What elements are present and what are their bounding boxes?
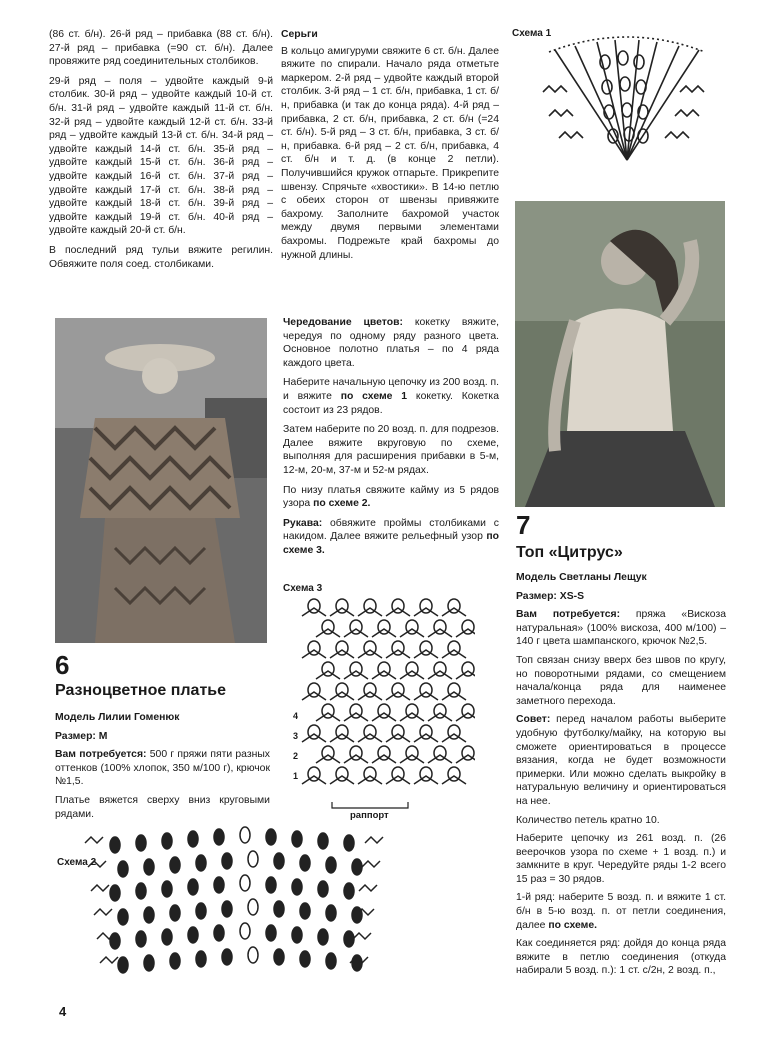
- earrings-heading: Серьги: [281, 29, 318, 40]
- scheme-3-diagram: [300, 596, 475, 801]
- scheme-3-label: Схема 3: [283, 583, 323, 594]
- model-7-tip-text: перед началом работы выберите удобную футболку/майку, на которую вы сможете ориентироваться в процессе вязания, когда не будет возможности примерки. Или можно сделать выкройку в натуральную величину и ориентироваться на нее.: [516, 714, 726, 807]
- scheme-2-diagram: [75, 823, 395, 988]
- paragraph-rows-29-40: 29-й ряд – поля – удвойте каждый 9-й столбик. 30-й ряд – удвойте каждый 10-й ст. б/н. 31-й ряд – удвойте каждый 11-й ст. б/н. 32-й ряд – удвойте каждый 12-й ст. б/н. 33-й ряд – удвойте каждый 13-й ст. б/н. 34-й ряд – удвойте каждый 14-й ст. б/н. 35-й ряд – удвойте каждый 15-й ст. б/н. 36-й ряд – удвойте каждый 16-й ст. б/н. 37-й ряд – удвойте каждый 17-й ст. б/н. 38-й ряд – удвойте каждый 18-й ст. б/н. 39-й ряд – удвойте каждый 19-й ст. б/н. 40-й ряд – удвойте каждый 20-й ст. б/н.: [49, 75, 273, 237]
- model-7-size-label: Размер:: [516, 590, 557, 602]
- model-7-join: Как соединяется ряд: дойдя до конца ряда вяжите в петлю соединения (откуда набирали 5 возд. п.): 1 ст. с/2н, 2 возд. п.,: [516, 938, 726, 977]
- repeat-label: раппорт: [350, 810, 389, 821]
- model-7-size-value: XS-S: [556, 590, 585, 602]
- model-7-construction: Топ связан снизу вверх без швов по кругу, но поворотными рядами, со смещением начала/конца ряда для наименее заметного перехода.: [516, 654, 726, 707]
- model-7-materials: [516, 608, 726, 649]
- earrings-section: [281, 28, 499, 268]
- model-7-size: [516, 590, 726, 604]
- model-7-tip-label: Совет:: [516, 714, 551, 726]
- scheme-1-label: Схема 1: [512, 28, 552, 39]
- colors-paragraph: [283, 316, 499, 370]
- model-6-materials-label: Вам потребуется:: [55, 749, 147, 761]
- chain-text-c: кокетку. Кокетка состоит из 23 рядов.: [283, 390, 499, 416]
- sleeve-text-b: по схеме 3.: [283, 531, 499, 556]
- model-7-materials-label: Вам потребуется:: [516, 609, 621, 621]
- model-6-size: [55, 730, 270, 744]
- sleeve-paragraph: [283, 517, 499, 558]
- model-7-row-1: [516, 891, 726, 932]
- model-6-number: 6: [55, 650, 70, 680]
- model-7-title: Топ «Цитрус»: [516, 544, 623, 561]
- chain-text-a: Наберите начальную цепочку из 200 возд. п. и вяжите: [283, 377, 499, 402]
- sleeve-text: обвяжите проймы столбиками с накидом. Далее вяжите рельефный узор: [283, 517, 499, 543]
- dress-instructions: [283, 316, 499, 564]
- scheme-3-row-4: 4: [293, 711, 299, 721]
- model-6-size-value: M: [95, 730, 108, 742]
- model-6-title: Разноцветное платье: [55, 682, 227, 699]
- model-7-row-1-b: по схеме.: [548, 919, 598, 931]
- repeat-bracket: [330, 800, 410, 810]
- model-7-tip: [516, 713, 726, 808]
- border-text-a: По низу платья свяжите кайму из 5 рядов узора: [283, 484, 499, 510]
- model-7-materials-text: пряжа «Вискоза натуральная» (100% вискоза, 400 м/100) – 140 г цвета шампанского, крючок №2,5.: [516, 609, 726, 648]
- model-6-author: Модель Лилии Гоменюк: [55, 712, 180, 723]
- model-6-meta: [55, 711, 270, 826]
- model-6-method: Платье вяжется сверху вниз круговыми рядами.: [55, 794, 270, 820]
- border-paragraph: [283, 484, 499, 511]
- earrings-text: В кольцо амигуруми свяжите 6 ст. б/н. Далее вяжите по спирали. Начало ряда отметьте маркером. 2-й ряд – удвойте каждый второй столбик. 3-й ряд – 1 ст. б/н, прибавка, 1 ст. б/н, прибавка (и так до конца ряда). 4-й ряд – прибавка, 2 ст. б/н, прибавка, 2 ст. б/н (=24 ст. б/н). 5-й ряд – 3 ст. б/н, прибавка, 3 ст. б/н, прибавка. 6-й ряд – 2 ст. б/н, прибавка, 4 ст. б/н и т. д. (в конце 2 петли). Получившийся кружок отпарьте. Прикрепите швензу. Спрячьте «хвостики». В 14-ю петлю с обеих сторон от швензы привяжите бахрому. Заполните бахромой участок между двумя первыми элементами бахромы. Подрежьте край бахромы до нужной длины.: [281, 45, 499, 261]
- model-6-size-label: Размер:: [55, 730, 96, 742]
- model-7-stitch-count: Количество петель кратно 10.: [516, 814, 660, 826]
- scheme-2-label: Схема 2: [57, 857, 97, 868]
- model-7-number: 7: [516, 510, 531, 540]
- increase-paragraph: Затем наберите по 20 возд. п. для подрезов. Далее вяжите вкруговую по схеме, выполняя для расширения прибавки в 5-м, 12-м, 20-м, 37-м и 52-м рядах.: [283, 424, 499, 476]
- sleeve-label: Рукава:: [283, 517, 323, 529]
- model-6-materials: [55, 748, 270, 789]
- model-7-chain: Наберите цепочку из 261 возд. п. (26 веерочков узора по схеме + 1 возд. п.) и замкните в круг. Чередуйте ряды 1-2 всего 15 раз = 30 рядов.: [516, 833, 726, 885]
- photo-multicolor-dress: [55, 318, 267, 643]
- scheme-3-row-1: 1: [293, 771, 299, 781]
- model-6-materials-text: 500 г пряжи пяти разных оттенков (100% хлопок, 350 м/100 г), крючок №1,5.: [55, 749, 271, 788]
- column-1-top: [49, 28, 273, 277]
- model-7-row-1-a: 1-й ряд: наберите 5 возд. п. и вяжите 1 ст. б/н в 5-ю возд. п. от петли соединения, далее: [516, 892, 726, 931]
- paragraph-last-row: В последний ряд тульи вяжите регилин. Обвяжите поля соед. столбиками.: [49, 244, 273, 270]
- chain-paragraph: [283, 376, 499, 417]
- model-7-meta: [516, 571, 726, 983]
- photo-top-citrus: [515, 201, 725, 507]
- border-text-b: по схеме 2.: [313, 498, 371, 510]
- scheme-3-row-2: 2: [293, 751, 299, 761]
- paragraph-rows-26-27: (86 ст. б/н). 26-й ряд – прибавка (88 ст. б/н). 27-й ряд – прибавка (=90 ст. б/н). Далее провяжите ряд соединительных столбиков.: [49, 29, 273, 68]
- page-number: 4: [59, 1004, 67, 1019]
- scheme-1-diagram: [535, 32, 720, 164]
- colors-label: Чередование цветов:: [283, 317, 403, 328]
- chain-text-b: по схеме 1: [340, 390, 408, 402]
- colors-text: кокетку вяжите, чередуя по одному ряду разного цвета. Основное полотно платья – по 4 ряда каждого цвета.: [283, 317, 499, 369]
- scheme-3-row-3: 3: [293, 731, 299, 741]
- model-7-author: Модель Светланы Лещук: [516, 572, 647, 583]
